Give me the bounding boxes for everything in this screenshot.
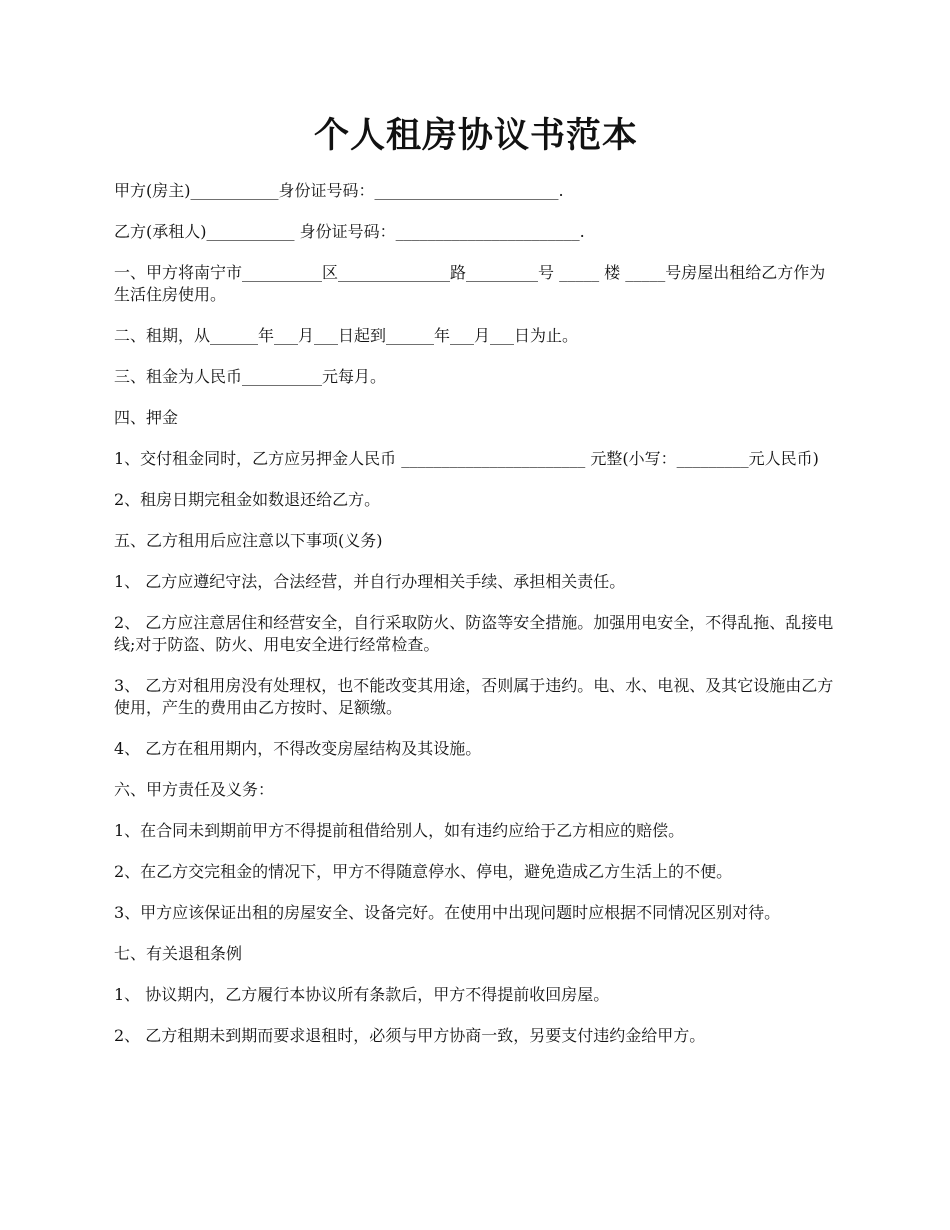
tenant-duty-1: 1、 乙方应遵纪守法，合法经营，并自行办理相关手续、承担相关责任。 (114, 572, 626, 591)
clause-2-term: 二、租期，从______年___月___日起到______年___月___日为止。 (114, 326, 579, 345)
deposit-item-1: 1、交付租金同时，乙方应另押金人民币 _______________________ 元整(小写：_________元人民币) (114, 449, 819, 468)
clause-4-deposit-heading: 四、押金 (114, 408, 179, 427)
landlord-duty-2: 2、在乙方交完租金的情况下，甲方不得随意停水、停电，避免造成乙方生活上的不便。 (114, 862, 733, 881)
party-b-line: 乙方(承租人)___________ 身份证号码：_______________________. (114, 222, 585, 241)
termination-item-1: 1、 协议期内，乙方履行本协议所有条款后，甲方不得提前收回房屋。 (114, 985, 610, 1004)
landlord-duty-1: 1、在合同未到期前甲方不得提前租借给别人，如有违约应给于乙方相应的赔偿。 (114, 821, 685, 840)
deposit-item-2: 2、租房日期完租金如数退还给乙方。 (114, 490, 381, 509)
tenant-duty-3: 3、 乙方对租用房没有处理权，也不能改变其用途，否则属于违约。电、水、电视、及其它设施由乙方使用，产生的费用由乙方按时、足额缴。 (114, 676, 834, 717)
clause-7-termination-heading: 七、有关退租条例 (114, 944, 243, 963)
clause-5-tenant-duties-heading: 五、乙方租用后应注意以下事项(义务) (114, 531, 383, 550)
clause-1-premises: 一、甲方将南宁市__________区______________路_________号 _____ 楼 _____号房屋出租给乙方作为生活住房使用。 (114, 263, 826, 304)
tenant-duty-2: 2、 乙方应注意居住和经营安全，自行采取防火、防盗等安全措施。加强用电安全，不得乱拖、乱接电线;对于防盗、防火、用电安全进行经常检查。 (114, 613, 834, 654)
landlord-duty-3: 3、甲方应该保证出租的房屋安全、设备完好。在使用中出现问题时应根据不同情况区别对待。 (114, 903, 781, 922)
termination-item-2: 2、 乙方租期未到期而要求退租时，必须与甲方协商一致，另要支付违约金给甲方。 (114, 1026, 706, 1045)
clause-3-rent: 三、租金为人民币__________元每月。 (114, 367, 387, 386)
document-title: 个人租房协议书范本 (313, 115, 638, 156)
document-page (114, 112, 838, 1066)
clause-6-landlord-duties-heading: 六、甲方责任及义务： (114, 780, 275, 799)
party-a-line: 甲方(房主)___________身份证号码：_______________________. (114, 181, 564, 200)
tenant-duty-4: 4、 乙方在租用期内，不得改变房屋结构及其设施。 (114, 739, 482, 758)
